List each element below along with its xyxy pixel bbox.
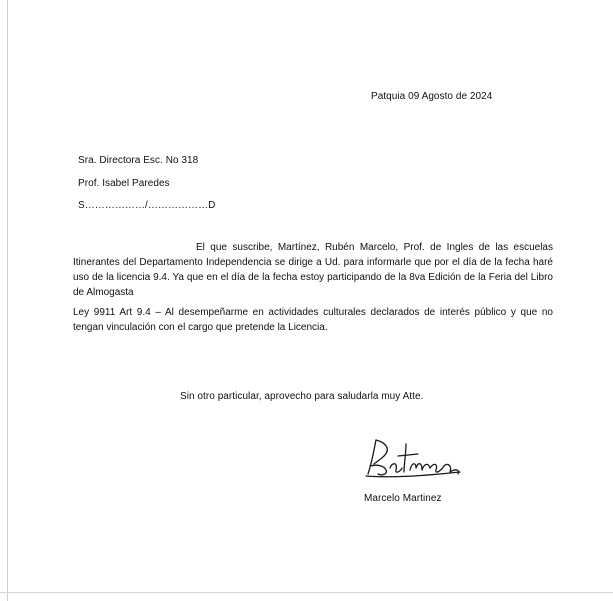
recipient-line-2: Prof. Isabel Paredes <box>78 178 170 189</box>
paragraph-1-text: El que suscribe, Martínez, Rubén Marcelo, Prof. de Ingles de las escuelas Itinerantes del Departamento Independencia se dirige a Ud. para informarle que por el día de la fecha haré uso de la licencia 9.4. Ya que en el día de la fecha estoy participando de la 8va Edición de la Feria del Libro de Almogasta <box>73 242 553 298</box>
page-edge-left <box>7 0 8 601</box>
page-edge-bottom <box>0 592 613 593</box>
recipient-line-3: S………………/………………D <box>78 200 216 211</box>
signer-name: Marcelo Martinez <box>364 493 442 504</box>
handwritten-signature <box>362 432 464 482</box>
closing-line: Sin otro particular, aprovecho para saludarla muy Atte. <box>180 391 424 402</box>
recipient-line-1: Sra. Directora Esc. No 318 <box>78 155 199 166</box>
body-paragraph-1 <box>73 240 553 300</box>
body-paragraph-2: Ley 9911 Art 9.4 – Al desempeñarme en actividades culturales declarados de interés público y que no tengan vinculación con el cargo que pretende la Licencia. <box>73 307 553 333</box>
place-date: Patquia 09 Agosto de 2024 <box>371 91 493 102</box>
